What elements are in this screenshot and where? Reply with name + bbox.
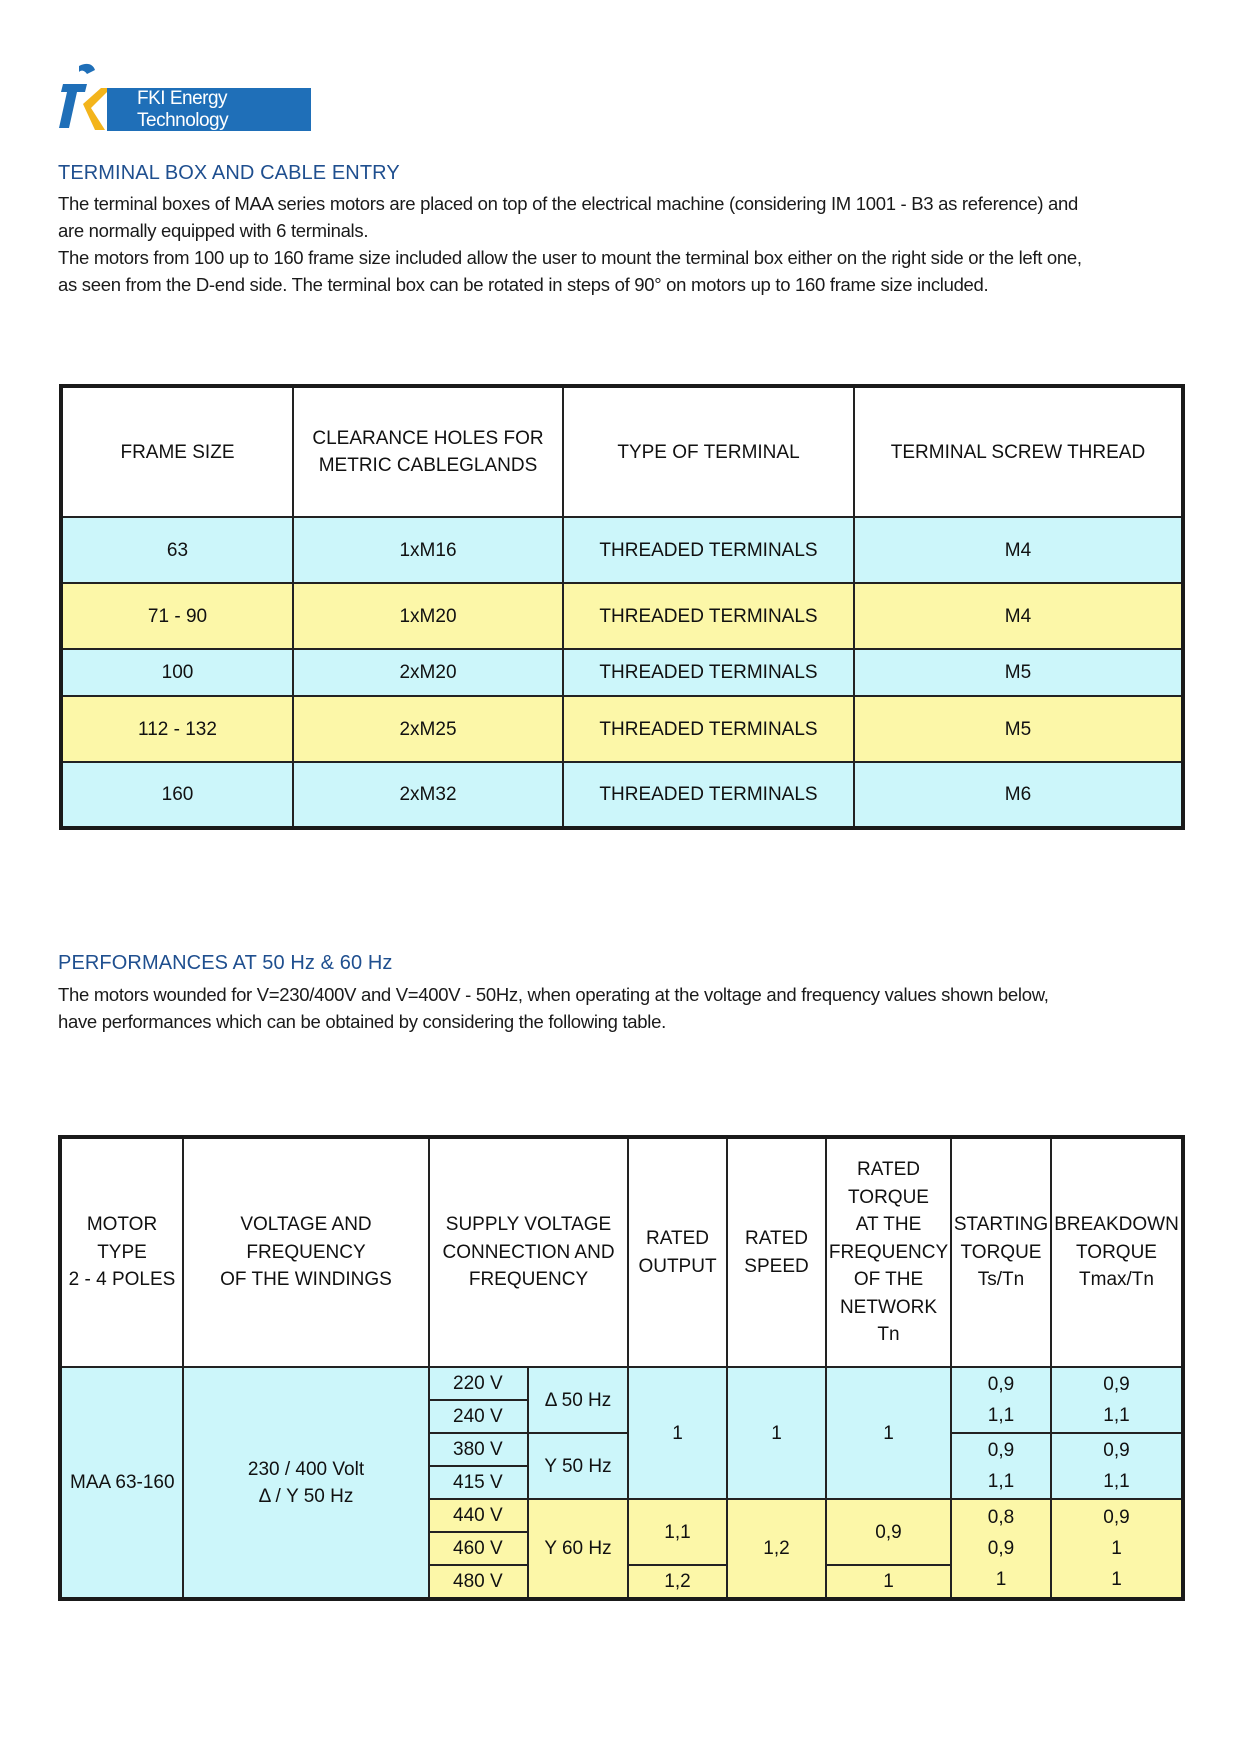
logo-text: FKI Energy Technology: [107, 88, 311, 131]
performance-table: [58, 1135, 1185, 1601]
header-line: Ts/Tn: [977, 1269, 1025, 1291]
header-line: SPEED: [744, 1255, 809, 1277]
value: 1: [1111, 1538, 1122, 1559]
value: 1,1: [987, 1405, 1015, 1426]
cell-voltage: 240 V: [429, 1400, 528, 1433]
header-line: METRIC CABLEGLANDS: [318, 455, 538, 476]
header-line: TORQUE: [848, 1186, 929, 1208]
header-line: RATED: [646, 1228, 709, 1249]
header-line: FREQUENCY: [468, 1269, 589, 1291]
header-terminal-screw-thread: TERMINAL SCREW THREAD: [854, 386, 1183, 517]
header-line: SUPPLY VOLTAGE: [445, 1214, 612, 1236]
header-line: AT THE: [855, 1214, 922, 1236]
cell-rated-output: 1: [628, 1367, 727, 1499]
value: 0,9: [1103, 1507, 1130, 1528]
terminal-box-paragraph: [58, 190, 1188, 298]
paragraph-line: as seen from the D-end side. The terminal box can be rotated in steps of 90° on motors up to 160 frame size included.: [58, 274, 989, 295]
company-logo: [57, 62, 311, 134]
paragraph-line: are normally equipped with 6 terminals.: [58, 220, 369, 241]
cell-screw-thread: M6: [854, 762, 1183, 828]
cell-rated-output: 1,2: [628, 1565, 727, 1599]
value: 0,9: [987, 1374, 1015, 1395]
header-rated-output: [628, 1137, 727, 1367]
cell-clearance: 2xM20: [293, 649, 563, 696]
windings-line: 230 / 400 Volt: [247, 1458, 365, 1480]
cell-rated-speed: 1: [727, 1367, 826, 1499]
value: 0,9: [1103, 1440, 1130, 1461]
cell-motor-type: MAA 63-160: [60, 1367, 183, 1599]
cell-voltage: 440 V: [429, 1499, 528, 1532]
header-line: TORQUE: [1076, 1241, 1157, 1263]
table-row: [61, 696, 1183, 762]
header-line: CLEARANCE HOLES FOR: [312, 428, 544, 449]
cell-breakdown-torque: [1051, 1499, 1183, 1599]
terminal-table: [59, 384, 1185, 830]
value: 1: [995, 1569, 1007, 1590]
header-line: BREAKDOWN: [1054, 1214, 1179, 1236]
header-supply-voltage: [429, 1137, 628, 1367]
value: 1,1: [987, 1471, 1015, 1492]
cell-starting-torque: [951, 1367, 1051, 1433]
header-starting-torque: [951, 1137, 1051, 1367]
table-row: [61, 517, 1183, 583]
header-line: TORQUE: [960, 1241, 1042, 1263]
cell-frame-size: 63: [61, 517, 293, 583]
cell-frame-size: 112 - 132: [61, 696, 293, 762]
header-line: Tmax/Tn: [1079, 1269, 1154, 1291]
header-line: MOTOR TYPE: [86, 1214, 158, 1263]
cell-breakdown-torque: [1051, 1367, 1183, 1433]
header-line: 2 - 4 POLES: [68, 1269, 176, 1291]
cell-breakdown-torque: [1051, 1433, 1183, 1499]
cell-starting-torque: [951, 1499, 1051, 1599]
header-clearance-holes: [293, 386, 563, 517]
table-row: [61, 762, 1183, 828]
cell-clearance: 1xM16: [293, 517, 563, 583]
cell-rated-output: 1,1: [628, 1499, 727, 1565]
cell-voltage: 415 V: [429, 1466, 528, 1499]
header-line: STARTING: [953, 1214, 1049, 1236]
table-header-row: [60, 1137, 1183, 1367]
cell-clearance: 2xM25: [293, 696, 563, 762]
cell-clearance: 1xM20: [293, 583, 563, 649]
value: 1: [1111, 1569, 1122, 1590]
paragraph-line: The motors from 100 up to 160 frame size included allow the user to mount the terminal box either on the right side or the left one,: [58, 247, 1082, 268]
section-heading-terminal-box: TERMINAL BOX AND CABLE ENTRY: [58, 162, 400, 184]
header-rated-speed: [727, 1137, 826, 1367]
header-frame-size: FRAME SIZE: [61, 386, 293, 517]
header-breakdown-torque: [1051, 1137, 1183, 1367]
header-line: CONNECTION AND: [442, 1241, 615, 1263]
value: 0,9: [1103, 1374, 1130, 1395]
header-rated-torque: [826, 1137, 951, 1367]
header-line: OF THE WINDINGS: [220, 1269, 392, 1291]
value: 0,8: [987, 1507, 1015, 1528]
cell-voltage: 380 V: [429, 1433, 528, 1466]
cell-screw-thread: M4: [854, 583, 1183, 649]
windings-line: Δ / Y 50 Hz: [258, 1485, 354, 1507]
cell-rated-speed: 1,2: [727, 1499, 826, 1599]
cell-starting-torque: [951, 1433, 1051, 1499]
header-line: FREQUENCY: [828, 1241, 949, 1263]
table-row: [61, 583, 1183, 649]
header-line: RATED: [857, 1159, 920, 1181]
header-voltage-frequency: [183, 1137, 429, 1367]
cell-frame-size: 71 - 90: [61, 583, 293, 649]
header-line: OF THE: [853, 1269, 924, 1291]
cell-screw-thread: M5: [854, 696, 1183, 762]
cell-rated-torque: 1: [826, 1565, 951, 1599]
cell-terminal-type: THREADED TERMINALS: [563, 583, 854, 649]
paragraph-line: The motors wounded for V=230/400V and V=400V - 50Hz, when operating at the voltage and frequency values shown below,: [58, 984, 1049, 1005]
value: 0,9: [987, 1440, 1015, 1461]
cell-clearance: 2xM32: [293, 762, 563, 828]
cell-frame-size: 160: [61, 762, 293, 828]
cell-rated-torque: 0,9: [826, 1499, 951, 1565]
table-header-row: [61, 386, 1183, 517]
cell-terminal-type: THREADED TERMINALS: [563, 649, 854, 696]
paragraph-line: have performances which can be obtained by considering the following table.: [58, 1011, 666, 1032]
table-row: [61, 649, 1183, 696]
cell-connection: Δ 50 Hz: [528, 1367, 628, 1433]
cell-connection: Y 50 Hz: [528, 1433, 628, 1499]
header-line: Tn: [877, 1324, 900, 1346]
cell-screw-thread: M4: [854, 517, 1183, 583]
cell-screw-thread: M5: [854, 649, 1183, 696]
header-line: VOLTAGE AND FREQUENCY: [240, 1214, 372, 1263]
section-heading-performances: PERFORMANCES AT 50 Hz & 60 Hz: [58, 952, 393, 974]
cell-connection: Y 60 Hz: [528, 1499, 628, 1599]
header-motor-type: [60, 1137, 183, 1367]
cell-voltage: 460 V: [429, 1532, 528, 1565]
paragraph-line: The terminal boxes of MAA series motors are placed on top of the electrical machine (considering IM 1001 - B3 as reference) and: [58, 193, 1079, 214]
header-line: NETWORK: [839, 1296, 938, 1318]
header-line: RATED: [745, 1228, 808, 1249]
value: 1,1: [1103, 1471, 1130, 1492]
cell-terminal-type: THREADED TERMINALS: [563, 762, 854, 828]
cell-frame-size: 100: [61, 649, 293, 696]
cell-voltage: 480 V: [429, 1565, 528, 1599]
value: 1,1: [1103, 1405, 1130, 1426]
header-line: OUTPUT: [638, 1255, 717, 1277]
cell-terminal-type: THREADED TERMINALS: [563, 517, 854, 583]
table-row: [60, 1367, 1183, 1400]
cell-windings: [183, 1367, 429, 1599]
header-type-of-terminal: TYPE OF TERMINAL: [563, 386, 854, 517]
value: 0,9: [987, 1538, 1015, 1559]
cell-rated-torque: 1: [826, 1367, 951, 1499]
performances-paragraph: [58, 981, 1188, 1035]
cell-terminal-type: THREADED TERMINALS: [563, 696, 854, 762]
cell-voltage: 220 V: [429, 1367, 528, 1400]
